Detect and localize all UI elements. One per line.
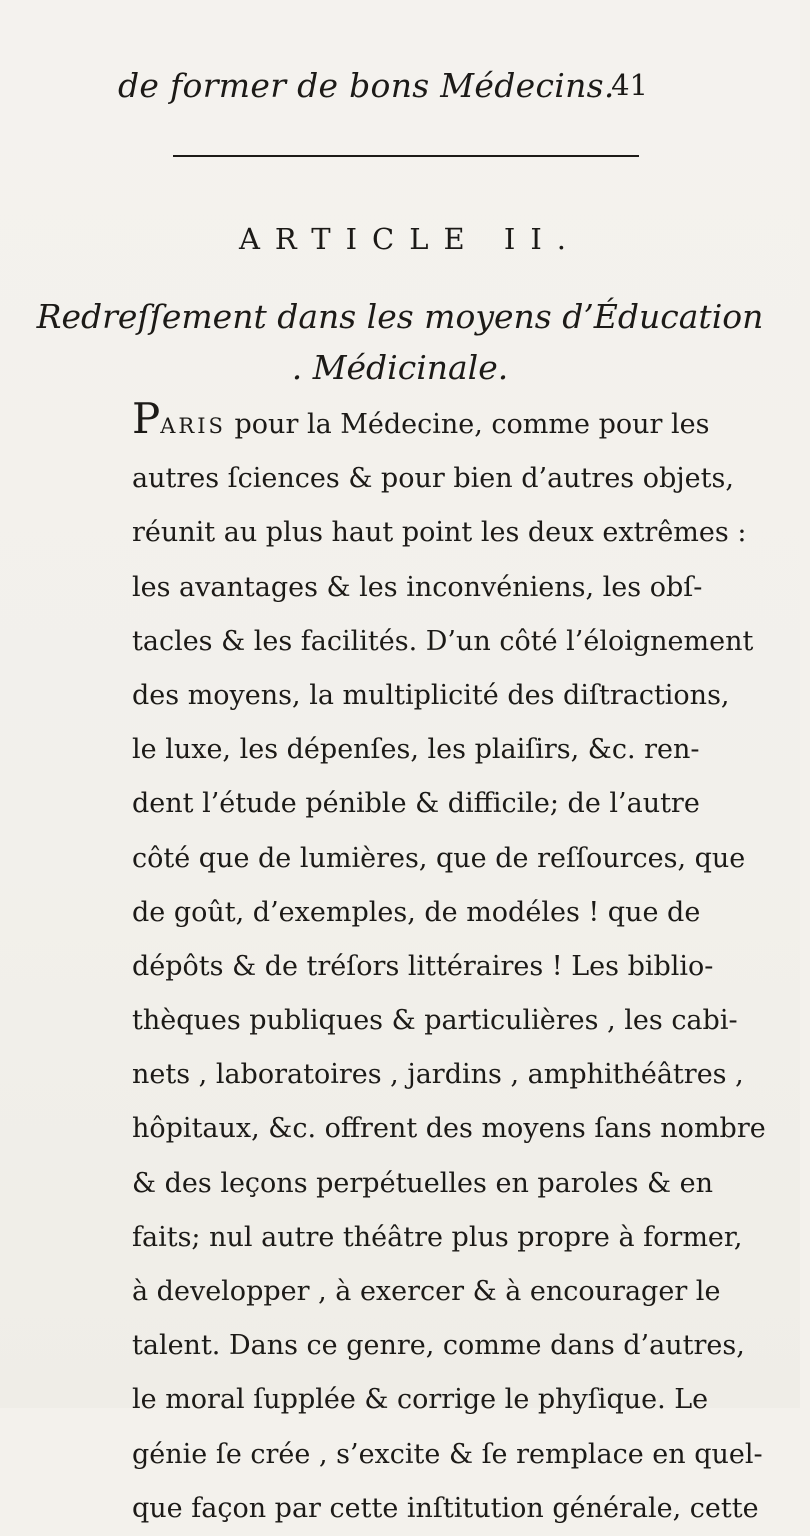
body-line-20: génie ſe crée , s’excite & ſe remplace en quel- — [132, 1438, 763, 1470]
body-line-13: nets , laboratoires , jardins , amphithéâtres , — [132, 1059, 744, 1091]
running-title: de former de bons Médecins. — [118, 66, 615, 105]
body-line-7: le luxe, les dépenſes, les plaiſirs, &c. ren- — [132, 734, 700, 766]
subtitle-line-1: Redreſſement dans les moyens d’Éducation — [36, 297, 764, 336]
body-line-6: des moyens, la multiplicité des diſtractions, — [132, 679, 730, 711]
body-line-3: réunit au plus haut point les deux extrêmes : — [132, 517, 747, 549]
article-heading: ARTICLE II. — [238, 222, 582, 256]
body-line-12: thèques publiques & particulières , les cabi- — [132, 1005, 738, 1037]
page-number: 41 — [611, 68, 648, 102]
subtitle-line-2: . Médicinale. — [291, 348, 509, 387]
body-line-8: dent l’étude pénible & difficile; de l’autre — [132, 788, 700, 820]
drop-cap: P — [132, 394, 161, 443]
body-line-10: de goût, d’exemples, de modéles ! que de — [132, 896, 701, 928]
body-line-18: talent. Dans ce genre, comme dans d’autres, — [132, 1330, 745, 1362]
body-line-5: tacles & les facilités. D’un côté l’éloignement — [132, 625, 754, 657]
body-line-19: le moral ſupplée & corrige le phyſique. Le — [132, 1384, 709, 1416]
body-line-11: dépôts & de tréſors littéraires ! Les biblio- — [132, 950, 714, 982]
body-line-2: autres ſciences & pour bien d’autres objets, — [132, 463, 734, 495]
body-line-4: les avantages & les inconvéniens, les obſ- — [132, 571, 703, 603]
body-line-1 — [132, 394, 710, 452]
body-line-17: à developper , à exercer & à encourager le — [132, 1276, 721, 1307]
body-line-14: hôpitaux, &c. offrent des moyens ſans nombre — [132, 1113, 766, 1145]
body-line-text: pour la Médecine, comme pour les — [225, 409, 710, 440]
opening-small-caps: ARIS — [160, 414, 226, 438]
running-head — [118, 66, 648, 116]
body-line-21: que façon par cette inſtitution générale, cette — [132, 1492, 759, 1524]
body-line-15: & des leçons perpétuelles en paroles & en — [132, 1167, 714, 1199]
body-line-9: côté que de lumières, que de reſſources, que — [132, 842, 746, 874]
body-text — [132, 394, 766, 1536]
header-rule — [173, 155, 639, 157]
body-line-16: faits; nul autre théâtre plus propre à former, — [132, 1221, 743, 1253]
